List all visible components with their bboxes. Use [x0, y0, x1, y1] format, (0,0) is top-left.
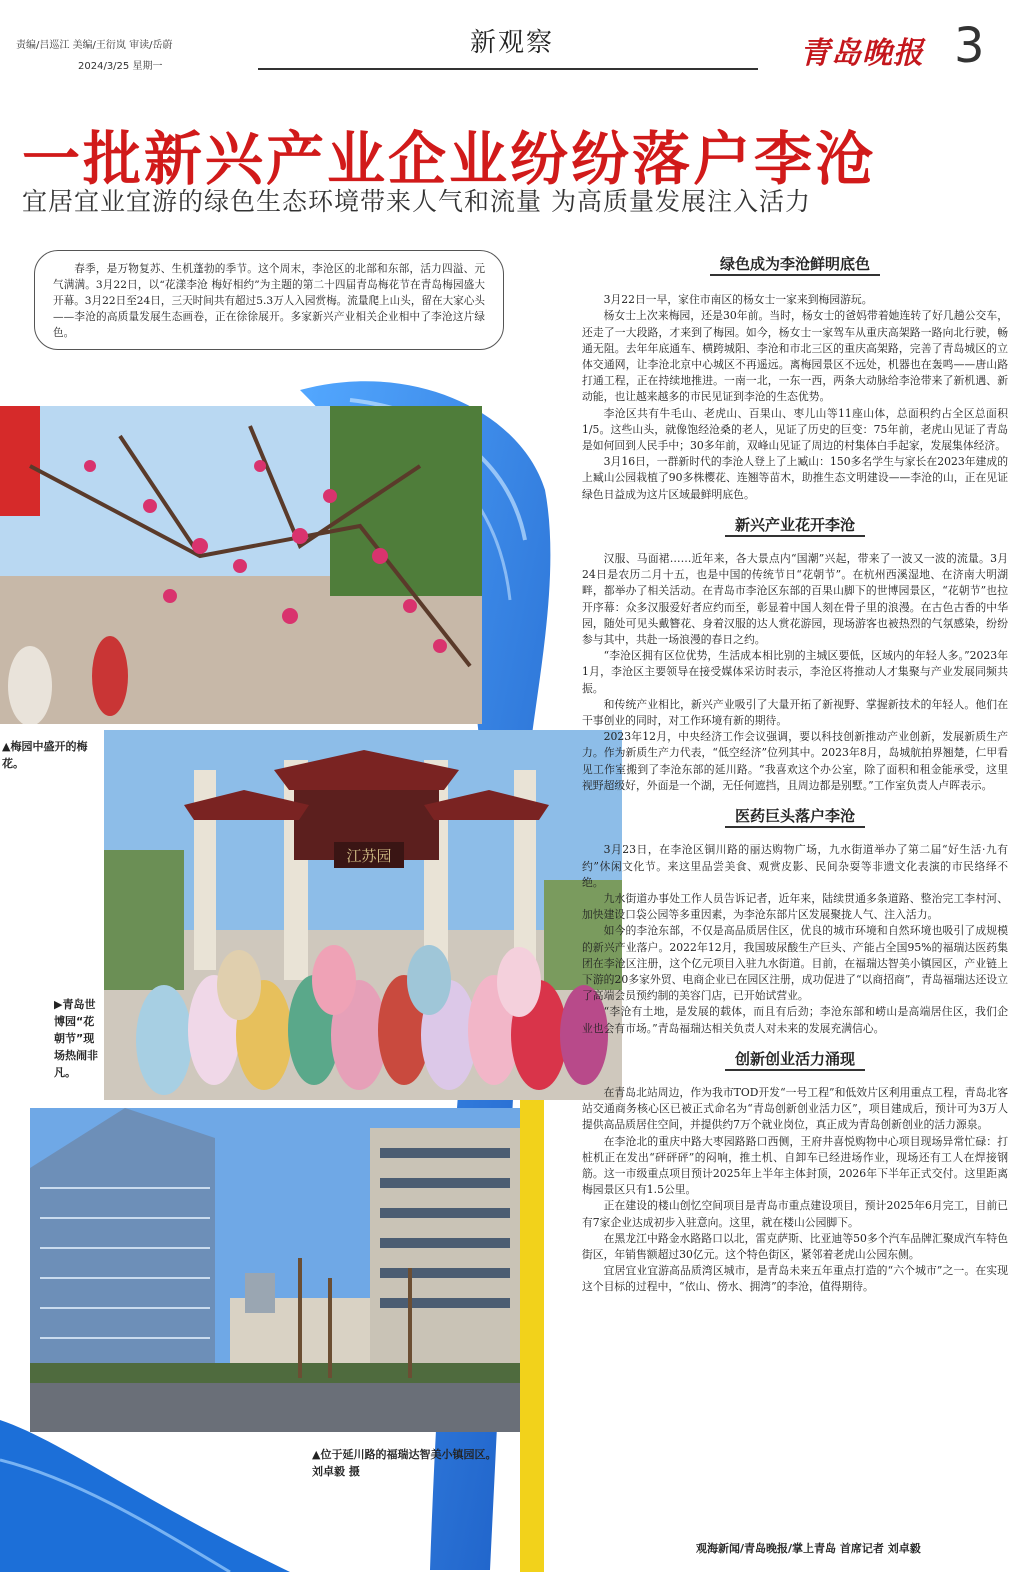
- photo3-caption: ▲位于延川路的福瑞达智美小镇园区。 刘卓毅 摄: [312, 1448, 497, 1478]
- paragraph: “李沧有土地，是发展的载体，而且有后劲；李沧东部和崂山是高端居住区，我们企业也会有市场。”青岛福瑞达相关负责人对未来的发展充满信心。: [582, 1005, 1008, 1035]
- paragraph: 3月22日一早，家住市南区的杨女士一家来到梅园游玩。: [603, 293, 873, 307]
- credits: 责编/吕巡江 美编/王衍岚 审读/岳蔚: [16, 40, 173, 51]
- gate-plaque: 江苏园: [346, 847, 392, 865]
- paragraph: 宜居宜业宜游高品质湾区城市，是青岛未来五年重点打造的“六个城市”之一。在实现这个目标的过程中，“依山、傍水、拥湾”的李沧，值得期待。: [582, 1264, 1008, 1294]
- paragraph: “李沧区拥有区位优势，生活成本相比别的主城区要低，区域内的年轻人多。”2023年1月，李沧区主要领导在接受媒体采访时表示，李沧区将推动人才集聚与产业发展同频共振。: [582, 649, 1008, 695]
- paragraph: 汉服、马面裙……近年来，各大景点内“国潮”兴起，带来了一波又一波的流量。3月24日是农历二月十五，也是中国的传统节日“花朝节”。在杭州西溪湿地、在济南大明湖畔，都举办了相关活动。在青岛市李沧区东部的百果山脚下的世博园景区，“花朝节”也拉开序幕：众多汉服爱好者应约而至，彰显着中国人刻在骨子里的浪漫。在古色古香的中华园，随处可见头戴簪花、身着汉服的达人赏花游园，现场游客也被热烈的气氛感染，纷纷参与其中，共赴一场浪漫的春日之约。: [582, 552, 1008, 647]
- section-heading: 新兴产业花开李沧: [582, 517, 1008, 537]
- issue-date: 2024/3/25 星期一: [78, 61, 163, 72]
- newspaper-logo: 青岛晚报: [800, 36, 924, 71]
- paragraph: 2023年12月，中央经济工作会议强调，要以科技创新推动产业创新，发展新质生产力。作为新质生产力代表，“低空经济”位列其中。2023年8月，岛城航拍界翘楚，仁甲看见工作室搬到了李沧东部的延川路。“我喜欢这个办公室，除了面积和租金能承受，这里视野超级好，外面是一个湖，无任何遮挡，且周边都是别墅。”工作室负责人卢晖表示。: [582, 730, 1008, 792]
- photo2-caption: ▶青岛世博园“花朝节”现场热闹非凡。: [54, 998, 98, 1079]
- paragraph: 正在建设的楼山创忆空间项目是青岛市重点建设项目，预计2025年6月完工，目前已有7家企业达成初步入驻意向。这里，就在楼山公园脚下。: [582, 1199, 1008, 1229]
- headline: 一批新兴产业企业纷纷落户李沧: [22, 125, 877, 193]
- section-heading: 创新创业活力涌现: [582, 1051, 1008, 1071]
- paragraph: 3月16日，一群新时代的李沧人登上了上臧山：150多名学生与家长在2023年建成的上臧山公园栽植了90多株樱花、连翘等苗木，助推生态文明建设——李沧的山，正在见证绿色日益成为这片区域最鲜明底色。: [582, 455, 1008, 501]
- paragraph: 和传统产业相比，新兴产业吸引了大量开拓了新视野、掌握新技术的年轻人。他们在干事创业的同时，对工作环境有新的期待。: [582, 697, 1008, 728]
- paragraph: 如今的李沧东部，不仅是高品质居住区，优良的城市环境和自然环境也吸引了成规模的新兴产业落户。2022年12月，我国玻尿酸生产巨头、产能占全国95%的福瑞达医药集团在李沧区注册，这个亿元项目入驻九水街道。目前，在福瑞达智美小镇园区，产业链上下游的20多家外贸、电商企业已在园区注册，成功促进了“以商招商”，青岛福瑞达还设立了高端会员预约制的美容门店，已开始试营业。: [582, 924, 1008, 1003]
- yellow-accent-bar: [520, 1100, 544, 1572]
- masthead-rule: [258, 68, 758, 70]
- paragraph: 在黑龙江中路金水路路口以北，雷克萨斯、比亚迪等50多个汽车品牌汇聚成汽车特色街区，年销售额超过30亿元。这个特色街区，紧邻着老虎山公园东侧。: [582, 1231, 1008, 1261]
- section-name: 新观察: [470, 28, 555, 58]
- section-heading: 医药巨头落户李沧: [582, 808, 1008, 828]
- paragraph: 九水街道办事处工作人员告诉记者，近年来，陆续贯通多条道路、整治完工李村河、加快建设口袋公园等多重因素，为李沧东部片区发展聚拢人气、注入活力。: [582, 891, 1008, 922]
- subheadline: 宜居宜业宜游的绿色生态环境带来人气和流量 为高质量发展注入活力: [22, 187, 811, 216]
- paragraph: 在李沧北的重庆中路大枣园路路口西侧，王府井喜悦购物中心项目现场异常忙碌：打桩机正在发出“砰砰砰”的闷响，推土机、自卸车已经进场作业，现场还有工人在焊接钢筋。这一市级重点项目预计2025年上半年主体封顶，2026年下半年正式交付。这里距离梅园景区只有1.5公里。: [582, 1134, 1008, 1197]
- paragraph: 杨女士上次来梅园，还是30年前。当时，杨女士的爸妈带着她连转了好几趟公交车，还走了一大段路，才来到了梅园。如今，杨女士一家驾车从重庆高架路一路向北行驶，畅通无阻。去年年底通车、横跨城阳、李沧和市北三区的重庆高架路，完善了青岛城区的立体交通网，让李沧北京中心城区不再遥远。离梅园景区不远处，机器也在轰鸣——唐山路打通工程，正在持续地推进。一南一北，一东一西，两条大动脉给李沧带来了新机遇、新动能，也让越来越多的市民见证到李沧的生态优势。: [582, 309, 1008, 404]
- lead-paragraph: 春季，是万物复苏、生机蓬勃的季节。这个周末，李沧区的北部和东部，活力四溢、元气满满。3月22日，以“花漾李沧 梅好相约”为主题的第二十四届青岛梅花节在青岛梅园盛大开幕。3月22日至24日，三天时间共有超过5.3万人入园赏梅。流量爬上山头，留在大家心头——李沧的高质量发展生态画卷，正在徐徐展开。多家新兴产业相关企业相中了李沧这片绿色。: [53, 263, 485, 339]
- photo1-caption: ▲梅园中盛开的梅花。: [2, 740, 88, 770]
- lead-box: [34, 250, 504, 350]
- page-number: 3: [954, 18, 985, 74]
- paragraph: 3月23日，在李沧区铜川路的丽达购物广场，九水街道举办了第二届“好生活·九有约”休闲文化节。来这里品尝美食、观赏皮影、民间杂耍等非遗文化表演的市民络绎不绝。: [582, 843, 1008, 889]
- article-column: [582, 256, 1008, 1296]
- section-heading: 绿色成为李沧鲜明底色: [582, 256, 1008, 276]
- industrial-park-photo: [30, 1108, 520, 1432]
- expo-garden-photo: [104, 730, 622, 1100]
- paragraph: 李沧区共有牛毛山、老虎山、百果山、枣儿山等11座山体，总面积约占全区总面积1/5。这些山头，就像饱经沧桑的老人，见证了历史的巨变：75年前，老虎山见证了青岛是如何回到人民手中；30多年前，双峰山见证了周边的村集体白手起家，发展集体经济。: [582, 406, 1008, 453]
- byline: 观海新闻/青岛晚报/掌上青岛 首席记者 刘卓毅: [696, 1542, 921, 1555]
- paragraph: 在青岛北站周边，作为我市TOD开发“一号工程”和低效片区利用重点工程，青岛北客站交通商务核心区已被正式命名为“青岛创新创业活力区”，项目建成后，预计可为3万人提供高品质居住空间，并提供约7万个就业岗位，真正成为青岛创新创业的活力源泉。: [582, 1085, 1008, 1132]
- plum-blossom-photo: [0, 406, 482, 724]
